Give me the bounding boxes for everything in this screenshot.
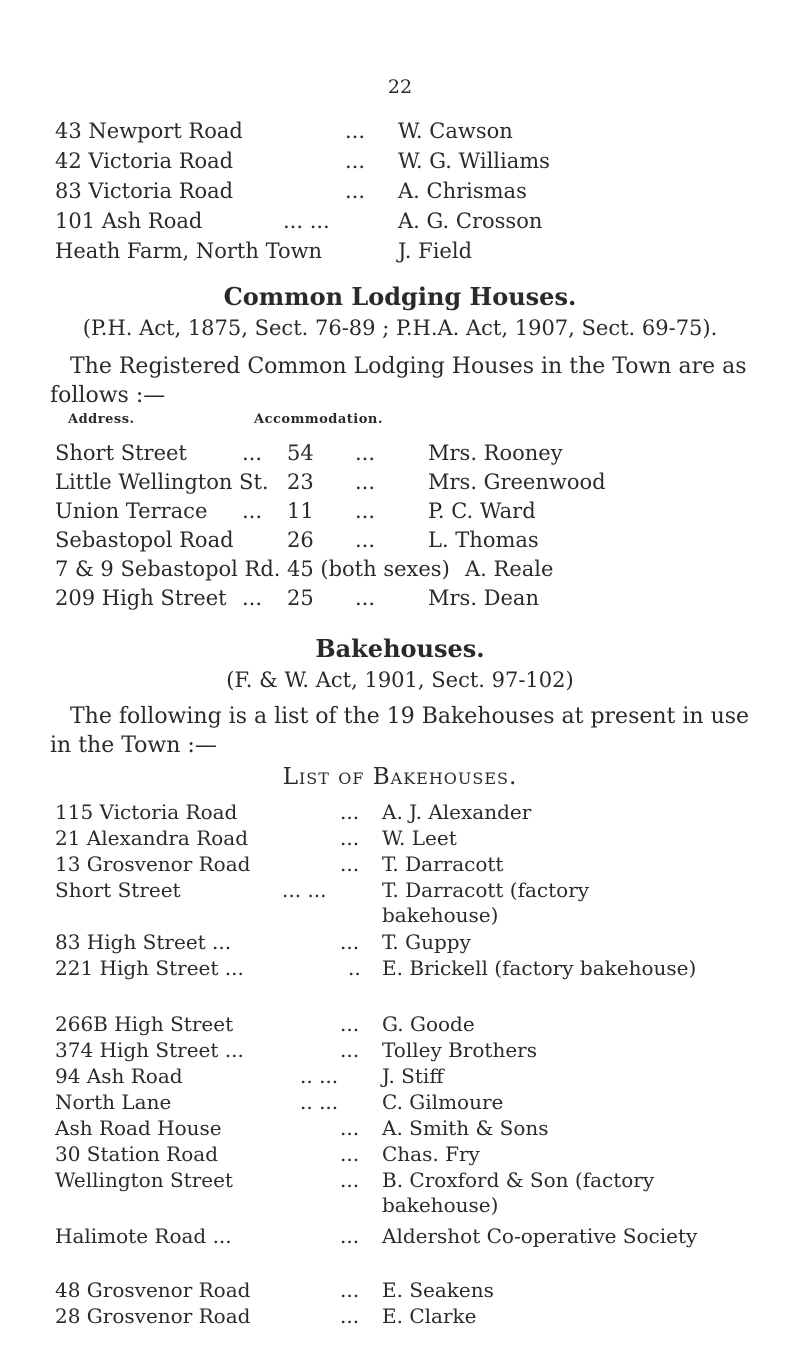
dots: ... (355, 586, 376, 610)
table-row (55, 583, 775, 613)
address: 7 & 9 Sebastopol Rd. (55, 557, 281, 581)
address: Heath Farm, North Town (55, 239, 323, 263)
dots: ... (340, 1304, 360, 1328)
name: E. Brickell (factory bakehouse) (382, 956, 697, 980)
address: Ash Road House (55, 1116, 222, 1140)
section-title-lodging: Common Lodging Houses. (223, 282, 577, 311)
dots: ... (345, 149, 366, 173)
address: 42 Victoria Road (55, 149, 234, 173)
address: 13 Grosvenor Road (55, 852, 251, 876)
name: E. Clarke (382, 1304, 477, 1328)
keeper: A. Reale (465, 557, 554, 581)
accommodation: 23 (287, 470, 314, 494)
name: A. Chrismas (398, 179, 527, 203)
list-item (55, 116, 775, 146)
address: Little Wellington St. (55, 470, 269, 494)
keeper: Mrs. Rooney (428, 441, 563, 465)
dots: ... (340, 1168, 360, 1192)
name: J. Field (398, 239, 473, 263)
address: 83 High Street ... (55, 930, 232, 954)
dots: ... (345, 119, 366, 143)
name: G. Goode (382, 1012, 475, 1036)
bakehouses-acts: (F. & W. Act, 1901, Sect. 97-102) (226, 668, 574, 692)
dots: ... (242, 586, 263, 610)
accommodation: 54 (287, 441, 314, 465)
dots: ... (340, 1038, 360, 1062)
dots: ... (340, 1116, 360, 1140)
dots: ... ... (283, 209, 330, 233)
name: E. Seakens (382, 1278, 494, 1302)
address: 94 Ash Road (55, 1064, 183, 1088)
keeper: L. Thomas (428, 528, 539, 552)
dots: .. ... (300, 1090, 339, 1114)
address: Wellington Street (55, 1168, 233, 1192)
dots: ... (340, 852, 360, 876)
dots: .. ... (300, 1064, 339, 1088)
dots: ... (355, 499, 376, 523)
address: 83 Victoria Road (55, 179, 234, 203)
address: 266B High Street (55, 1012, 234, 1036)
list-title: List of Bakehouses. (282, 764, 518, 790)
dots: .. (348, 956, 361, 980)
name: W. Leet (382, 826, 457, 850)
dots: ... (340, 930, 360, 954)
table-row (55, 438, 775, 468)
list-item (55, 176, 775, 206)
address: North Lane (55, 1090, 172, 1114)
dots: ... (355, 528, 376, 552)
dots: ... (355, 470, 376, 494)
address: 374 High Street ... (55, 1038, 244, 1062)
dots: ... (340, 1142, 360, 1166)
address: 28 Grosvenor Road (55, 1304, 251, 1328)
list-item (55, 146, 775, 176)
dots: ... (355, 441, 376, 465)
name: T. Darracott (382, 852, 504, 876)
keeper: P. C. Ward (428, 499, 536, 523)
name: Aldershot Co-operative Society (382, 1224, 698, 1248)
name: Chas. Fry (382, 1142, 480, 1166)
name: A. Smith & Sons (382, 1116, 549, 1140)
name: Tolley Brothers (382, 1038, 537, 1062)
dots: ... (340, 1012, 360, 1036)
accommodation: 11 (287, 499, 314, 523)
dots: ... ... (282, 878, 327, 902)
table-row (55, 525, 775, 555)
name: B. Croxford & Son (factory bakehouse) (382, 1168, 655, 1217)
column-header-accommodation: Accommodation. (254, 412, 383, 427)
keeper: Mrs. Dean (428, 586, 539, 610)
accommodation: 25 (287, 586, 314, 610)
address: 115 Victoria Road (55, 800, 238, 824)
column-header-address: Address. (68, 412, 135, 427)
address: Union Terrace (55, 499, 208, 523)
address: 30 Station Road (55, 1142, 219, 1166)
address: Sebastopol Road (55, 528, 234, 552)
section-title-bakehouses: Bakehouses. (315, 634, 485, 663)
dots: ... (345, 179, 366, 203)
address: 209 High Street (55, 586, 227, 610)
list-item (55, 236, 775, 266)
table-row (55, 467, 775, 497)
lodging-acts: (P.H. Act, 1875, Sect. 76-89 ; P.H.A. Act, 1907, Sect. 69-75). (82, 316, 718, 340)
dots: ... (340, 800, 360, 824)
name: W. G. Williams (398, 149, 550, 173)
list-item (55, 206, 775, 236)
dots: ... (242, 499, 263, 523)
address: 101 Ash Road (55, 209, 203, 233)
table-row (55, 554, 775, 584)
name: A. G. Crosson (398, 209, 543, 233)
name: W. Cawson (398, 119, 513, 143)
address: 221 High Street ... (55, 956, 244, 980)
address: 48 Grosvenor Road (55, 1278, 251, 1302)
table-row (55, 496, 775, 526)
address: Short Street (55, 441, 187, 465)
keeper: Mrs. Greenwood (428, 470, 606, 494)
dots: ... (340, 826, 360, 850)
name: A. J. Alexander (382, 800, 532, 824)
dots: ... (340, 1224, 360, 1248)
accommodation: 26 (287, 528, 314, 552)
page-number: 22 (387, 76, 413, 98)
name: T. Darracott (factory bakehouse) (382, 878, 590, 927)
dots: ... (242, 441, 263, 465)
name: J. Stiff (382, 1064, 444, 1088)
bakehouses-intro: The following is a list of the 19 Bakehouses at present in use in the Town :— (50, 704, 750, 758)
address: 43 Newport Road (55, 119, 243, 143)
name: T. Guppy (382, 930, 471, 954)
address: Halimote Road ... (55, 1224, 232, 1248)
address: Short Street (55, 878, 181, 902)
lodging-intro: The Registered Common Lodging Houses in the Town are as follows :— (50, 354, 747, 408)
accommodation: 45 (both sexes) (287, 557, 450, 581)
dots: ... (340, 1278, 360, 1302)
address: 21 Alexandra Road (55, 826, 249, 850)
name: C. Gilmoure (382, 1090, 504, 1114)
